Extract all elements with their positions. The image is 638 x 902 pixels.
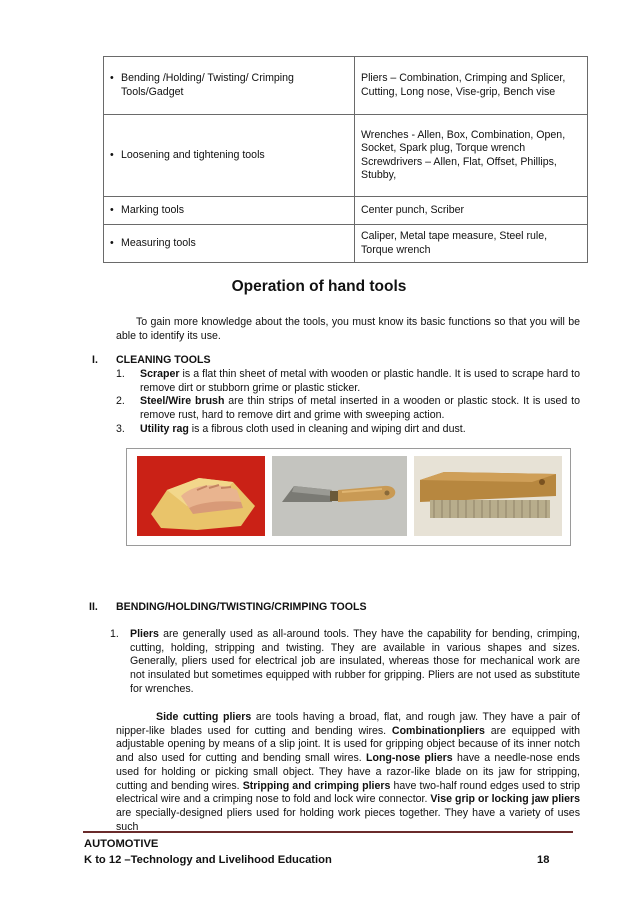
item-text: is a flat thin sheet of metal with wooden or plastic handle. It is used to scrape hard to remove dirt or stubborn grime or plastic sticker. xyxy=(140,368,580,394)
table-cell-category: • Marking tools xyxy=(104,197,355,225)
intro-paragraph: To gain more knowledge about the tools, you must know its basic functions so that you will be able to identify its use. xyxy=(116,316,580,342)
item-number: 1. xyxy=(110,628,119,640)
section-title: BENDING/HOLDING/TWISTING/CRIMPING TOOLS xyxy=(116,601,367,613)
item-text: are generally used as all-around tools. They have the capability for bending, crimping, cutting, holding, stripping and twisting. They are available in various shapes and sizes. Generally, pliers used for electrical job are insulated, whereas those for mechanical work are not insulated but sometimes equipped with rubber for gripping. Pliers are not used as substitute for wrenches. xyxy=(130,628,580,695)
table-cell-category: • Loosening and tightening tools xyxy=(104,115,355,197)
tools-text: Screwdrivers – Allen, Flat, Offset, Phillips, Stubby, xyxy=(361,155,557,181)
table-cell-tools xyxy=(355,57,588,115)
cleaning-tools-images xyxy=(126,448,571,546)
term-vise-grip-pliers: Vise grip or locking jaw pliers xyxy=(430,793,580,806)
table-row xyxy=(104,225,588,263)
list-item xyxy=(116,368,580,395)
category-text: Bending /Holding/ Twisting/ Crimping Tools/Gadget xyxy=(121,72,294,98)
footer-title: K to 12 –Technology and Livelihood Education xyxy=(84,854,332,866)
category-text: Measuring tools xyxy=(121,236,196,249)
item-number: 1. xyxy=(116,368,125,380)
footer-divider xyxy=(83,831,573,833)
list-item xyxy=(116,395,580,422)
paragraph-text: have two-half round edges used to strip electrical wire and a crimping nose to fold and lock wire connector. xyxy=(116,779,580,806)
tools-text: Center punch, Scriber xyxy=(361,203,465,216)
paragraph-text: have a needle-nose ends used for holding or picking small object. They have a razor-like blade on its jaw for stripping, cutting and bending wires. xyxy=(116,752,580,792)
pliers-item xyxy=(110,628,580,697)
item-term: Utility rag xyxy=(140,422,189,435)
cleaning-tools-list xyxy=(116,368,580,437)
term-long-nose-pliers: Long-nose pliers xyxy=(366,752,453,765)
item-number: 3. xyxy=(116,422,125,435)
wire-brush-photo xyxy=(414,456,562,536)
pliers-types-paragraph xyxy=(116,711,580,834)
paragraph-text: are equipped with adjustable opening by means of a slip joint. It is used for gripping object because of its inner notch and also used for cutting and bending small wires. xyxy=(116,724,581,765)
term-side-cutting-pliers: Side cutting pliers xyxy=(156,711,252,723)
footer-subject: AUTOMOTIVE xyxy=(84,838,159,850)
tools-text: Pliers – Combination, Crimping and Splicer, Cutting, Long nose, Vise-grip, Bench vise xyxy=(361,72,566,98)
table-cell-tools xyxy=(355,225,588,263)
list-item xyxy=(116,423,580,437)
item-text: is a fibrous cloth used in cleaning and wiping dirt and dust. xyxy=(188,422,466,435)
section-title: CLEANING TOOLS xyxy=(116,354,211,366)
section-numeral: II. xyxy=(89,601,98,613)
term-combination-pliers: Combinationpliers xyxy=(391,724,485,737)
tools-text: Caliper, Metal tape measure, Steel rule, Torque wrench xyxy=(361,230,548,256)
category-text: Marking tools xyxy=(121,203,184,216)
list-item xyxy=(110,628,580,697)
table-row xyxy=(104,115,588,197)
table-row xyxy=(104,57,588,115)
item-term: Scraper xyxy=(140,368,180,380)
section-numeral: I. xyxy=(92,354,98,366)
page-number: 18 xyxy=(537,854,550,866)
tools-text: Wrenches - Allen, Box, Combination, Open, Socket, Spark plug, Torque wrench xyxy=(361,128,566,154)
term-stripping-crimping-pliers: Stripping and crimping pliers xyxy=(242,779,391,792)
item-term: Steel/Wire brush xyxy=(140,395,225,408)
table-cell-tools xyxy=(355,197,588,225)
table-cell-tools xyxy=(355,115,588,197)
section-heading: Operation of hand tools xyxy=(231,278,407,295)
table-cell-category: • Measuring tools xyxy=(104,225,355,263)
item-number: 2. xyxy=(116,395,125,408)
tools-table xyxy=(103,56,588,263)
item-term: Pliers xyxy=(130,628,159,640)
category-text: Loosening and tightening tools xyxy=(121,148,265,161)
scraper-photo xyxy=(272,456,407,536)
item-text: are thin strips of metal inserted in a wooden or plastic stock. It is used to remove rust, hard to remove dirt and grime with sweeping action. xyxy=(140,395,580,422)
utility-rag-photo xyxy=(137,456,265,536)
paragraph-text: are specially-designed pliers used for holding work pieces together. They have a variety of uses such xyxy=(116,806,580,833)
paragraph-text: are tools having a broad, flat, and rough jaw. They have a pair of nipper-like blades used for cutting and bending wires. xyxy=(116,711,580,737)
table-row xyxy=(104,197,588,225)
table-cell-category: • Bending /Holding/ Twisting/ Crimping Tools/Gadget xyxy=(104,57,355,115)
